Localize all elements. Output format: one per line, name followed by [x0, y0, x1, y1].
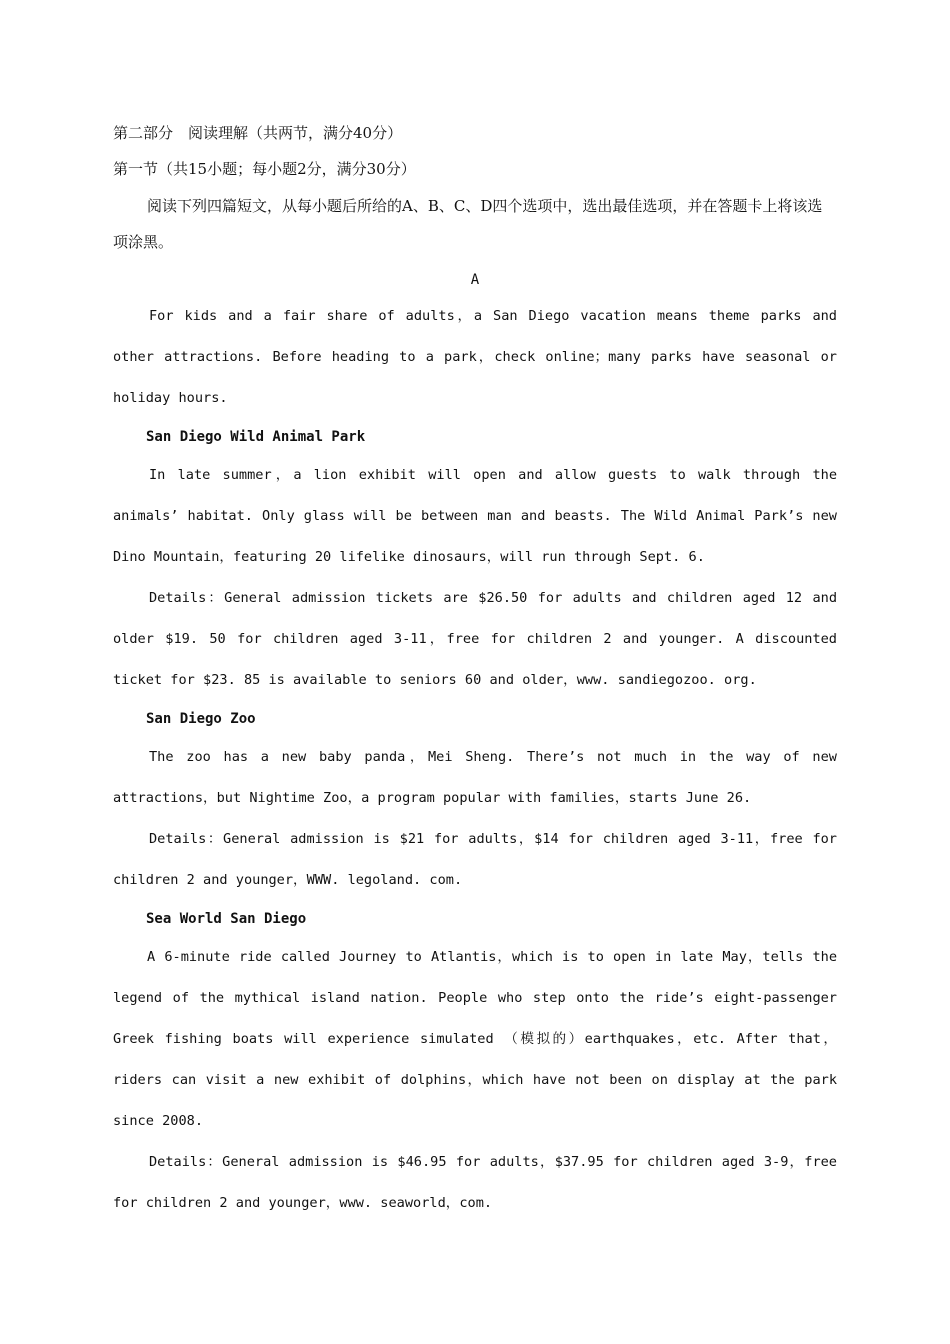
instructions: 阅读下列四篇短文，从每小题后所给的A、B、C、D四个选项中，选出最佳选项，并在答题卡上将该选项涂黑。 — [113, 197, 823, 251]
sea-world-details: Details：General admission is $46.95 for adults，$37.95 for children aged 3-9，free for children 2 and younger，www. seaworld，com. — [113, 1154, 837, 1211]
sea-world-body: A 6-minute ride called Journey to Atlantis，which is to open in late May，tells the legend of the mythical island nation. People who step onto the ride’s eight-passenger Greek fishing boats will experience simulated （模拟的）earthquakes，etc. After that，riders can visit a new exhibit of dolphins，which have not been on display at the park since 2008. — [113, 949, 837, 1129]
section-title: 第一节（共15小题；每小题2分，满分30分） — [113, 160, 416, 178]
san-diego-zoo-body: The zoo has a new baby panda，Mei Sheng. There’s not much in the way of new attractions，but Nightime Zoo，a program popular with families，starts June 26. — [113, 749, 837, 806]
part-title: 第二部分 阅读理解（共两节，满分40分） — [113, 124, 403, 142]
document-page — [113, 124, 837, 1224]
section-heading-wild-animal-park: San Diego Wild Animal Park — [146, 429, 366, 445]
section-heading-sea-world: Sea World San Diego — [146, 911, 307, 927]
passage-label: A — [470, 272, 480, 288]
san-diego-zoo-details: Details：General admission is $21 for adults，$14 for children aged 3-11，free for children 2 and younger，WWW. legoland. com. — [113, 831, 837, 888]
passage-intro: For kids and a fair share of adults，a San Diego vacation means theme parks and other attractions. Before heading to a park，check online；many parks have seasonal or holiday hours. — [113, 308, 837, 406]
wild-animal-park-body: In late summer，a lion exhibit will open and allow guests to walk through the animals’ habitat. Only glass will be between man and beasts. The Wild Animal Park’s new Dino Mountain，featuring 20 lifelike dinosaurs，will run through Sept. 6. — [113, 467, 837, 565]
wild-animal-park-details: Details：General admission tickets are $26.50 for adults and children aged 12 and older $19. 50 for children aged 3-11，free for children 2 and younger. A discounted ticket for $23. 85 is available to seniors 60 and older，www. sandiegozoo. org. — [113, 590, 837, 688]
section-heading-san-diego-zoo: San Diego Zoo — [146, 711, 256, 727]
